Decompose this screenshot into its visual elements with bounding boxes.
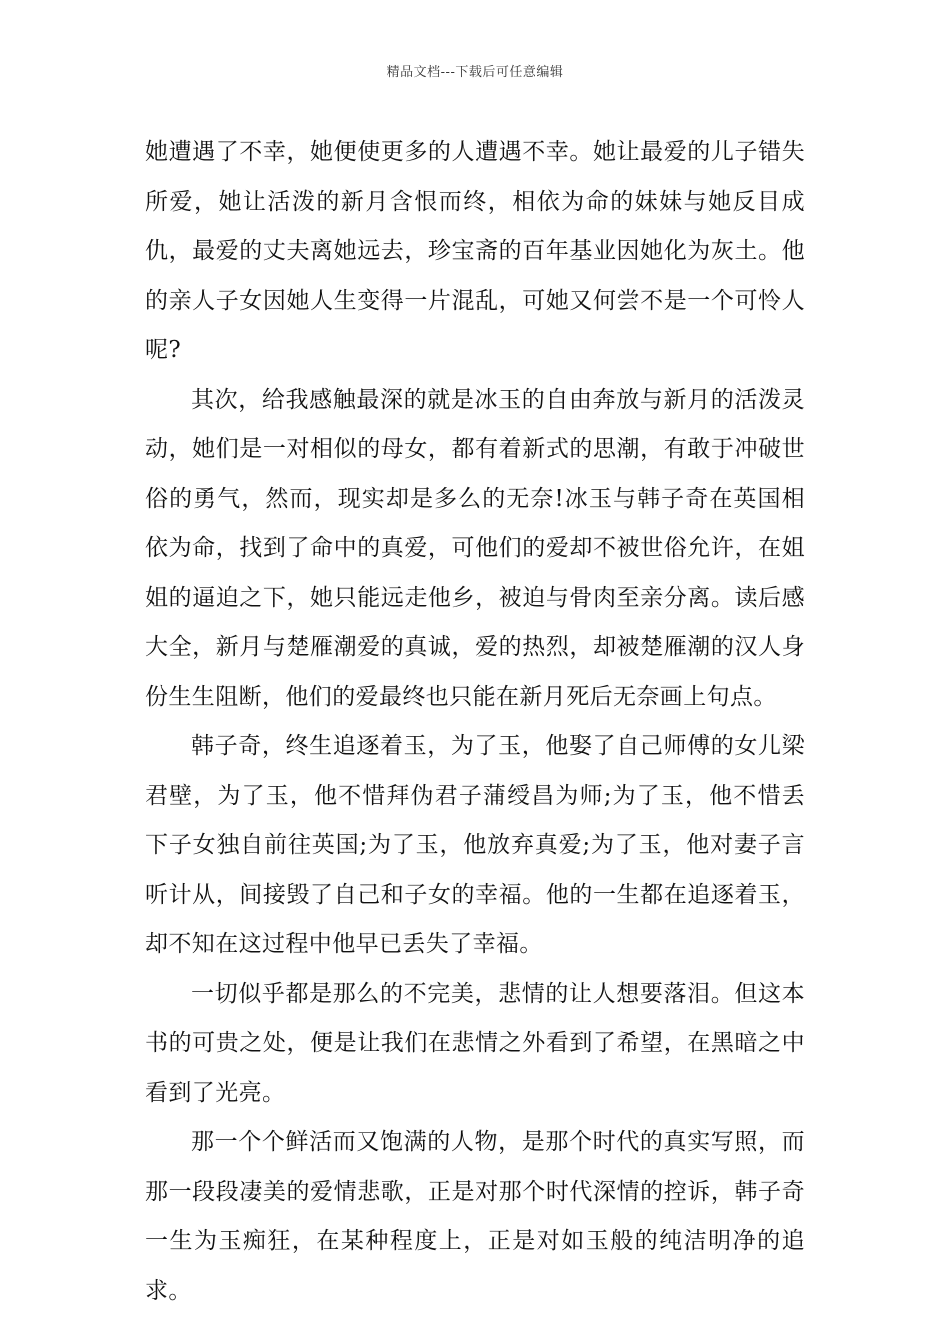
paragraph-4: 一切似乎都是那么的不完美，悲情的让人想要落泪。但这本书的可贵之处，便是让我们在悲情之外看到了希望，在黑暗之中看到了光亮。 <box>145 980 805 1106</box>
paragraph-2: 其次，给我感触最深的就是冰玉的自由奔放与新月的活泼灵动，她们是一对相似的母女，都有着新式的思潮，有敢于冲破世俗的勇气，然而，现实却是多么的无奈!冰玉与韩子奇在英国相依为命，找到了命中的真爱，可他们的爱却不被世俗允许，在姐姐的逼迫之下，她只能远走他乡，被迫与骨肉至亲分离。读后感大全，新月与楚雁潮爱的真诚，爱的热烈，却被楚雁潮的汉人身份生生阻断，他们的爱最终也只能在新月死后无奈画上句点。 <box>145 386 805 710</box>
page-header: 精品文档---下载后可任意编辑 <box>386 65 564 80</box>
paragraph-3: 韩子奇，终生追逐着玉，为了玉，他娶了自己师傅的女儿梁君壁，为了玉，他不惜拜伪君子蒲绶昌为师;为了玉，他不惜丢下子女独自前往英国;为了玉，他放弃真爱;为了玉，他对妻子言听计从，间接毁了自己和子女的幸福。他的一生都在追逐着玉，却不知在这过程中他早已丢失了幸福。 <box>145 733 805 957</box>
paragraph-1: 她遭遇了不幸，她便使更多的人遭遇不幸。她让最爱的儿子错失所爱，她让活泼的新月含恨而终，相依为命的妹妹与她反目成仇，最爱的丈夫离她远去，珍宝斋的百年基业因她化为灰土。他的亲人子女因她人生变得一片混乱，可她又何尝不是一个可怜人呢? <box>145 139 805 363</box>
document-body <box>145 128 805 1316</box>
paragraph-5: 那一个个鲜活而又饱满的人物，是那个时代的真实写照，而那一段段凄美的爱情悲歌，正是对那个时代深情的控诉，韩子奇一生为玉痴狂，在某种程度上，正是对如玉般的纯洁明净的追求。 <box>145 1129 805 1304</box>
